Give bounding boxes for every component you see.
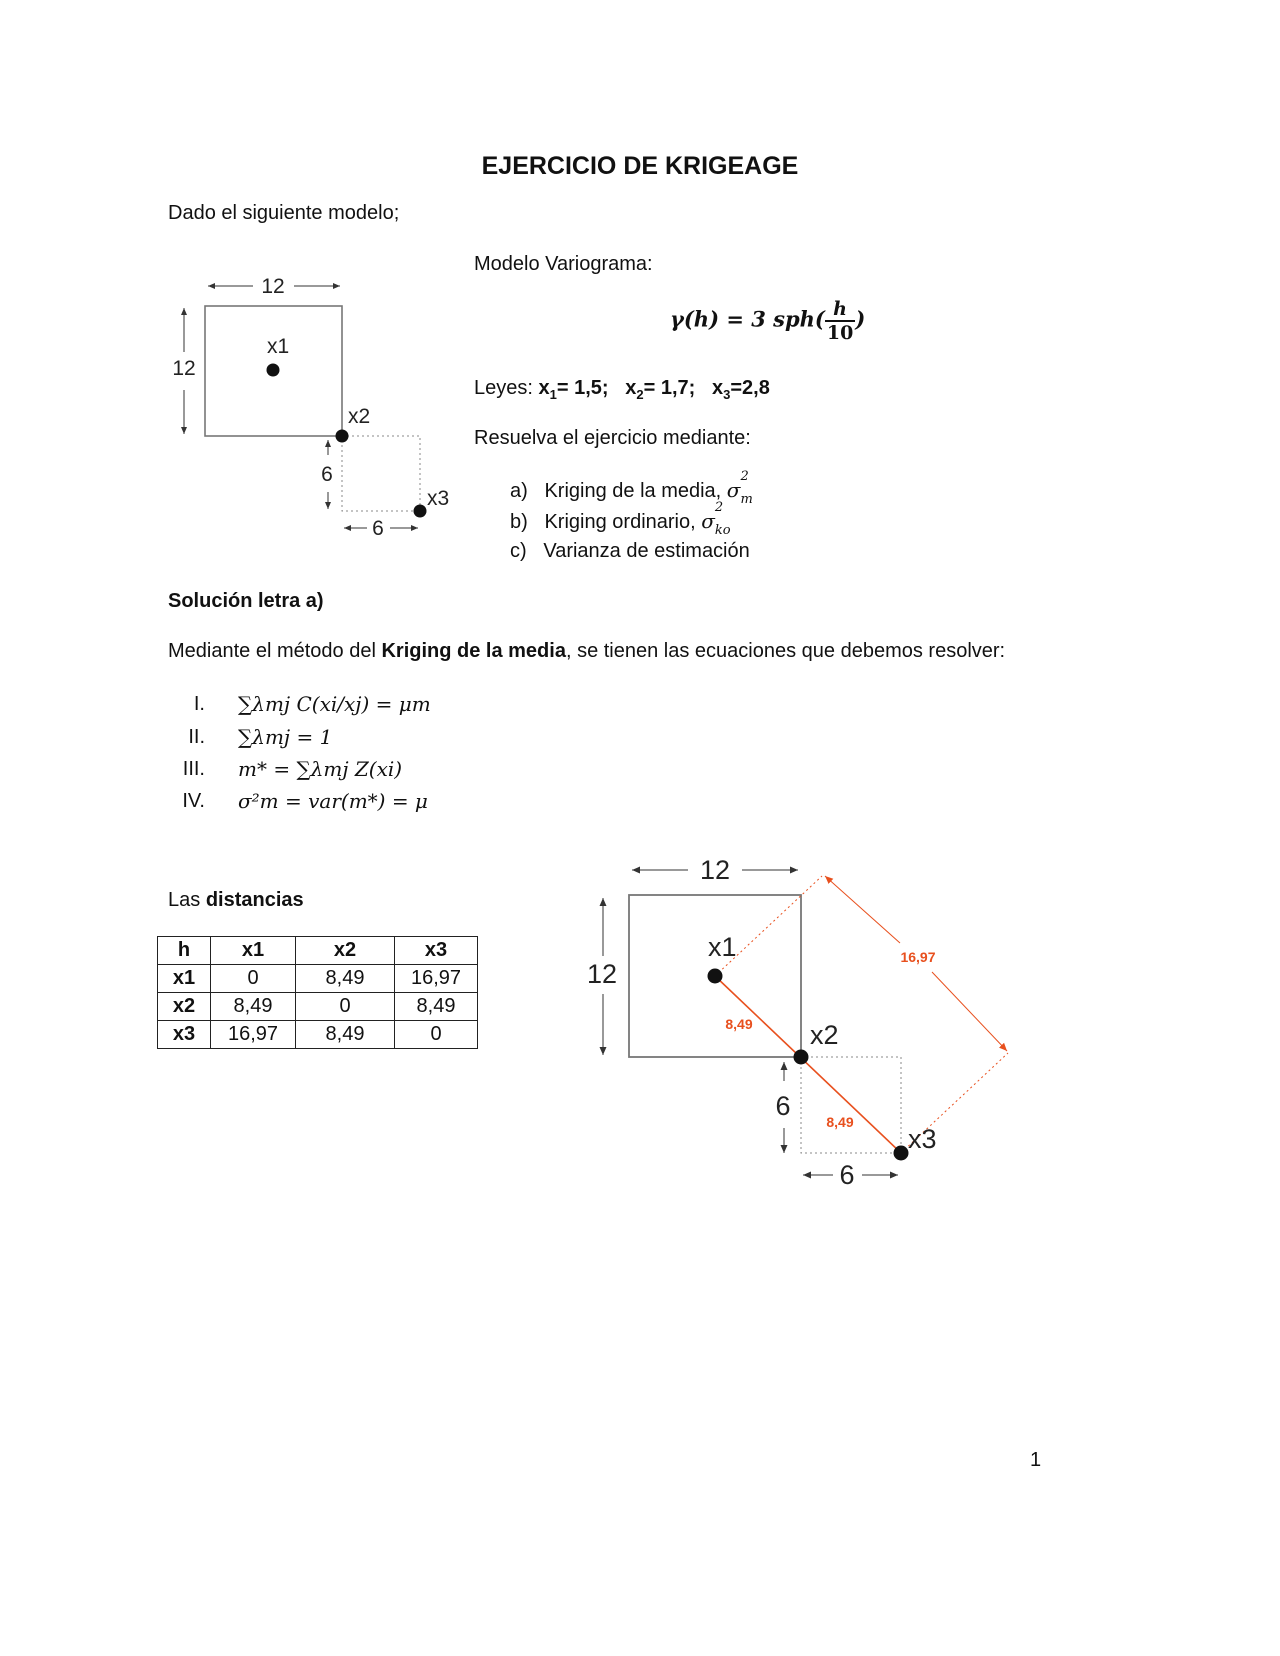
col-header: x2 xyxy=(296,937,395,965)
svg-text:x3 xyxy=(427,487,449,510)
small-vert-dim: 6 xyxy=(321,463,333,486)
svg-text:x2 xyxy=(348,405,370,428)
svg-text:x1 xyxy=(267,335,289,358)
frac-numerator: h xyxy=(825,298,855,322)
line-x1-x3 xyxy=(715,976,901,1153)
page-title: EJERCICIO DE KRIGEAGE xyxy=(481,152,799,180)
ley-x2: 1,7; xyxy=(660,377,696,399)
label-x3: x3 xyxy=(908,1124,937,1154)
table-row: x2 8,49 0 8,49 xyxy=(158,993,478,1021)
leyes-label: Leyes: xyxy=(474,377,533,399)
task-a: a) Kriging de la media, σ 2 $_m$ xyxy=(510,469,753,507)
dist-x1-x3: 16,97 xyxy=(900,949,936,965)
solution-heading: Solución letra a) xyxy=(168,590,324,612)
point-x3 xyxy=(894,1146,909,1161)
dist-x1-x2: 8,49 xyxy=(725,1016,753,1032)
ley-x3: 2,8 xyxy=(742,377,770,399)
large-diagram xyxy=(570,848,1030,1198)
task-c: c) Varianza de estimación xyxy=(510,540,750,562)
svg-text:x3 xyxy=(908,1124,937,1154)
ley-x1: 1,5; xyxy=(574,377,609,399)
dist-x2-x3: 8,49 xyxy=(826,1114,854,1130)
label-x1: x1 xyxy=(267,335,290,358)
point-x1 xyxy=(267,364,280,377)
large-horiz-dim: 6 xyxy=(839,1160,855,1190)
eq-num-2: II. xyxy=(188,726,205,748)
page-number: 1 xyxy=(1030,1449,1042,1471)
method-text: Mediante el método del Kriging de la media, se tienen las ecuaciones que debemos resolver: xyxy=(168,640,1006,662)
point-x3 xyxy=(414,505,427,518)
eq-num-3: III. xyxy=(182,758,205,780)
small-horiz-dim: 6 xyxy=(372,517,384,540)
table-row: x1 0 8,49 16,97 xyxy=(158,965,478,993)
eq-4: σ²m = var(m*) = μ xyxy=(238,789,428,813)
distance-table xyxy=(157,936,478,1049)
frac-denominator: 10 xyxy=(826,322,854,344)
point-x2 xyxy=(336,430,349,443)
label-x1: x1 xyxy=(708,932,737,962)
small-left-dim: 12 xyxy=(172,357,196,380)
large-left-dim: 12 xyxy=(586,959,618,989)
eq-3: m* = ∑λmj Z(xi) xyxy=(238,757,403,781)
row-header: x1 xyxy=(158,965,211,993)
task-b: b) Kriging ordinario, σ 2 $_{ko}$ xyxy=(510,500,731,538)
eq-num-1: I. xyxy=(193,693,205,715)
formula-fraction xyxy=(825,298,855,344)
eq-num-4: IV. xyxy=(182,790,205,812)
resolve-text: Resuelva el ejercicio mediante: xyxy=(474,427,751,449)
small-top-dim: 12 xyxy=(261,275,285,298)
formula-lhs: γ(h) = 3 sph( xyxy=(670,306,825,332)
label-x2: x2 xyxy=(810,1020,839,1050)
point-x1 xyxy=(708,969,723,984)
point-x2 xyxy=(794,1050,809,1065)
large-top-dim: 12 xyxy=(699,855,731,885)
table-row: x3 16,97 8,49 0 xyxy=(158,1021,478,1049)
col-header: x3 xyxy=(395,937,478,965)
eq-1: ∑λmj C(xi/xj) = μm xyxy=(238,692,431,716)
small-diagram xyxy=(160,268,460,548)
label-x2: x2 xyxy=(348,405,371,428)
leyes-line: Leyes: $x_1= 1,5$; $x_2= 1,7$; $x_3=2,8$ xyxy=(474,377,770,402)
svg-text:x1 xyxy=(708,932,737,962)
distances-label: Las distancias xyxy=(168,889,304,911)
large-vert-dim: 6 xyxy=(775,1091,791,1121)
table-corner: h xyxy=(158,937,211,965)
variogram-label: Modelo Variograma: xyxy=(474,253,653,275)
eq-2: ∑λmj = 1 xyxy=(238,725,333,749)
svg-text:x2 xyxy=(810,1020,839,1050)
variogram-formula xyxy=(670,298,865,344)
intro-text: Dado el siguiente modelo; xyxy=(168,202,400,224)
formula-rhs: ) xyxy=(855,306,866,332)
row-header: x3 xyxy=(158,1021,211,1049)
col-header: x1 xyxy=(211,937,296,965)
row-header: x2 xyxy=(158,993,211,1021)
label-x3: x3 xyxy=(427,487,450,510)
